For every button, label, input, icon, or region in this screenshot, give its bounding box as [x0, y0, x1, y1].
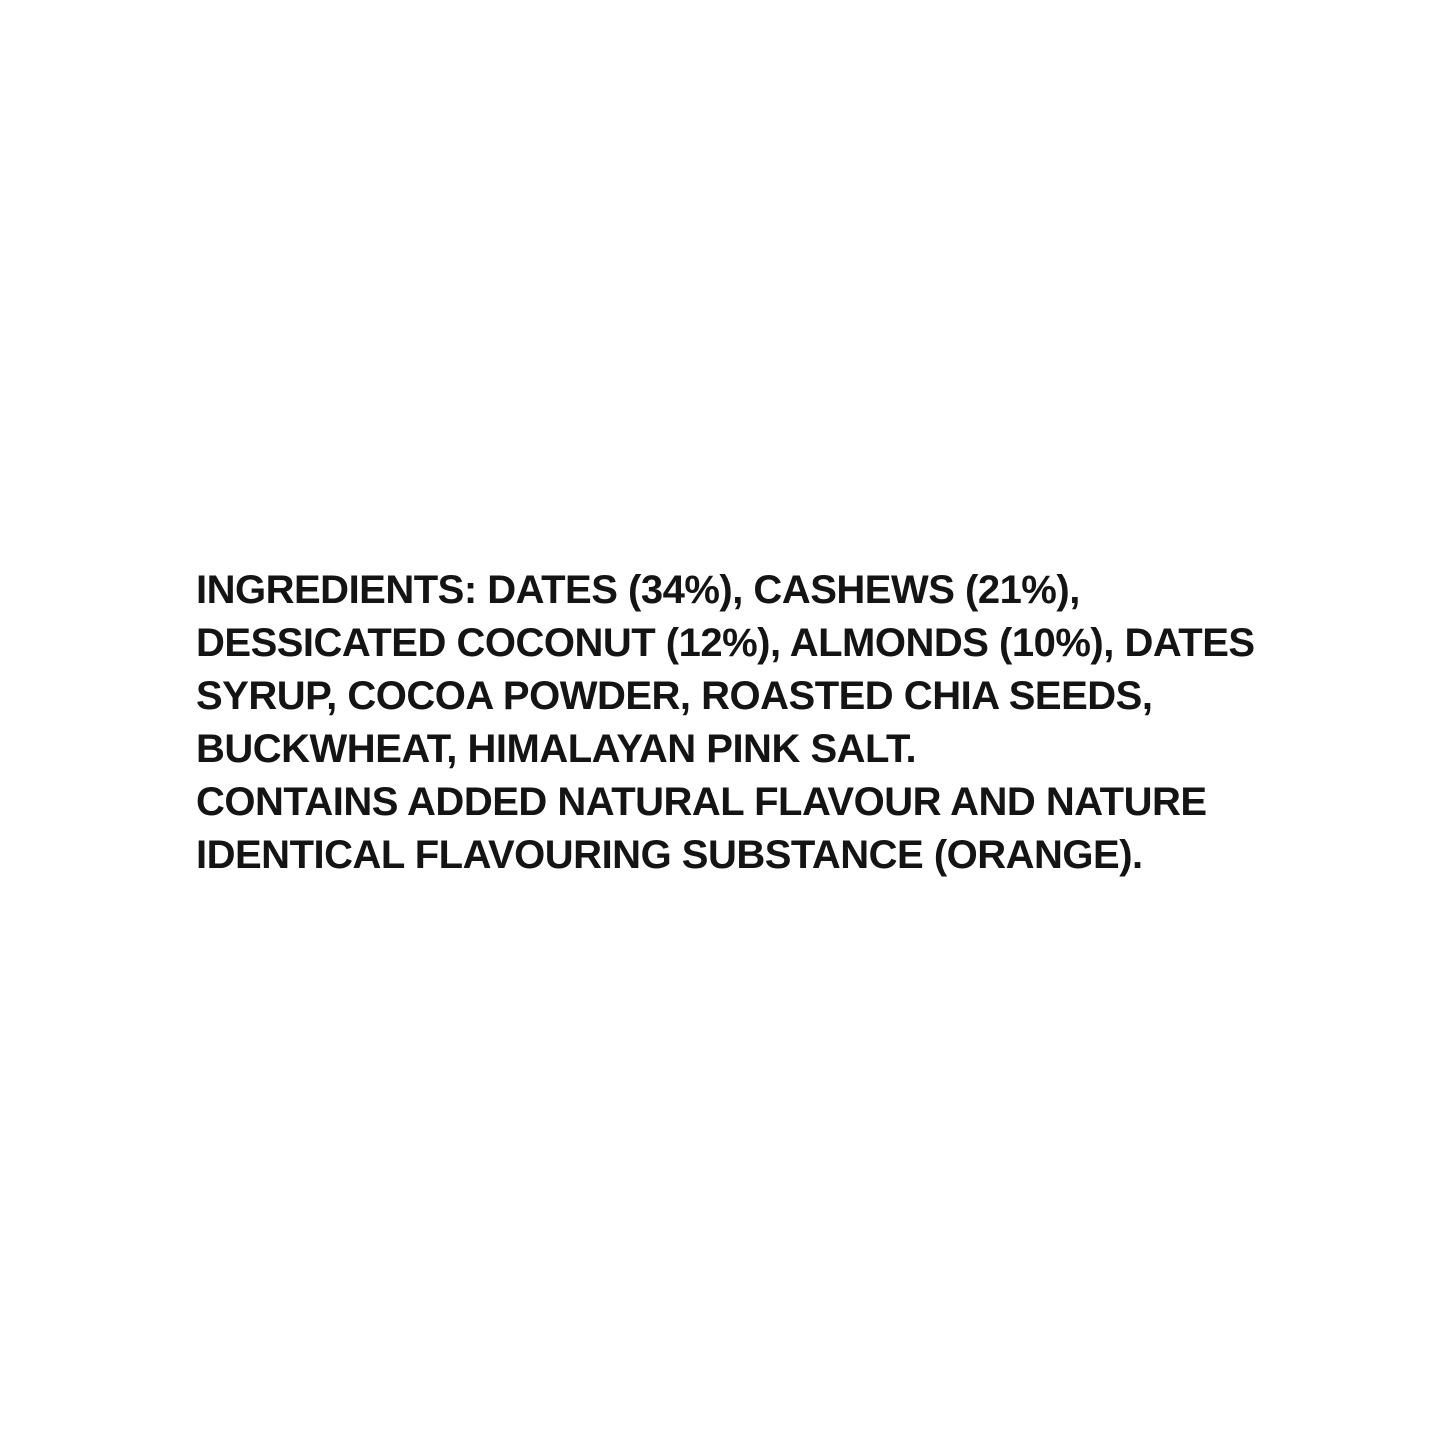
ingredients-line-5: CONTAINS ADDED NATURAL FLAVOUR AND NATURE [196, 780, 1207, 824]
ingredients-line-3: SYRUP, COCOA POWDER, ROASTED CHIA SEEDS, [196, 674, 1153, 718]
ingredients-statement [196, 564, 1316, 882]
ingredients-line-2: DESSICATED COCONUT (12%), ALMONDS (10%), DATES [196, 621, 1255, 665]
ingredients-line-4: BUCKWHEAT, HIMALAYAN PINK SALT. [196, 727, 917, 771]
ingredients-line-1: INGREDIENTS: DATES (34%), CASHEWS (21%), [196, 568, 1080, 612]
ingredients-line-6: IDENTICAL FLAVOURING SUBSTANCE (ORANGE). [196, 833, 1143, 877]
